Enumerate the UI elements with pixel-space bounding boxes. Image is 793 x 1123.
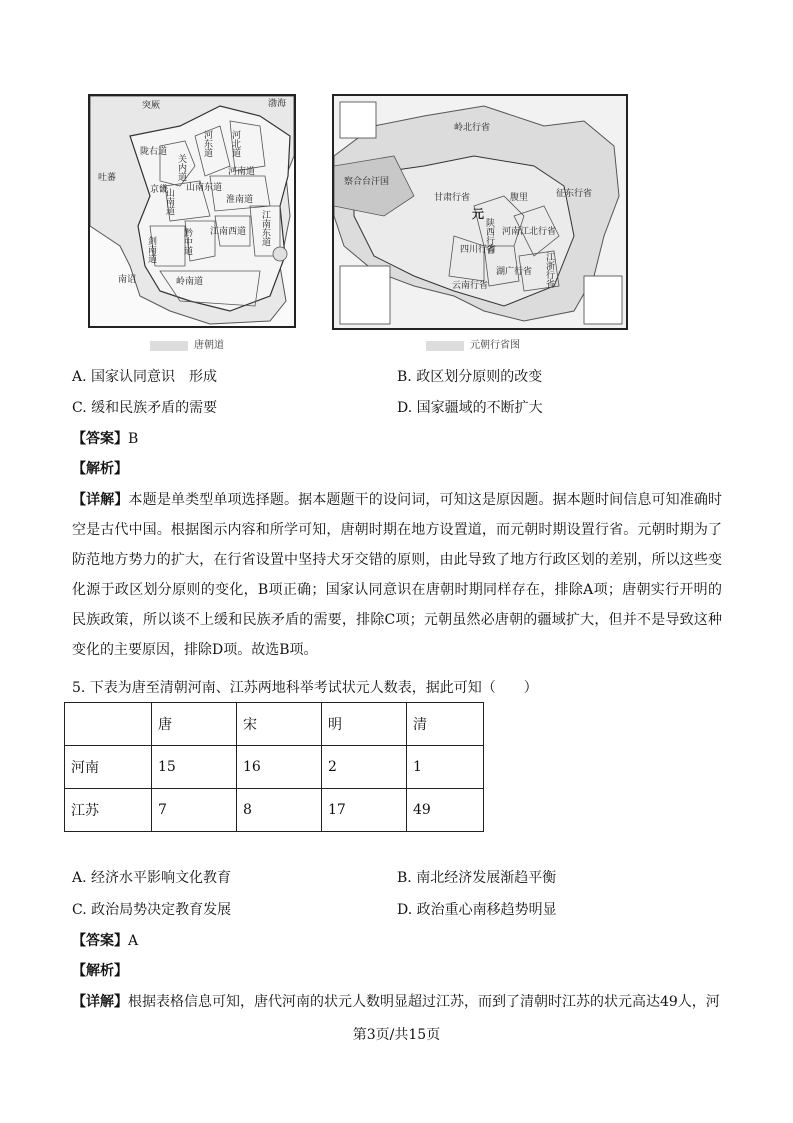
option-letter: C.	[72, 902, 87, 918]
detail-text: 根据表格信息可知，唐代河南的状元人数明显超过江苏，而到了清朝时江苏的状元高达49人，河	[128, 994, 720, 1010]
map-label: 腹里	[510, 193, 529, 203]
detail-label: 【详解】	[72, 994, 128, 1010]
tang-map-caption	[150, 336, 224, 351]
caption-text: 元朝行省图	[470, 340, 520, 351]
table-cell: 15	[152, 746, 237, 789]
answer-label: 【答案】	[72, 431, 128, 447]
map-label: 湖广行省	[496, 267, 533, 277]
map-label: 江南西道	[210, 227, 247, 237]
table-cell: 宋	[237, 703, 322, 746]
q4-option-a[interactable]	[72, 368, 217, 386]
q5-option-b[interactable]	[397, 869, 556, 887]
map-label: 陕西行省	[484, 218, 494, 254]
analysis-label: 【解析】	[72, 963, 128, 979]
map-label: 甘肃行省	[434, 193, 471, 203]
q4-detail	[72, 485, 722, 665]
option-text: 政治局势决定教育发展	[91, 902, 232, 918]
option-letter: C.	[72, 400, 87, 416]
option-text: 经济水平影响文化教育	[91, 870, 232, 886]
table-cell: 唐	[152, 703, 237, 746]
table-cell	[65, 703, 152, 746]
table-cell: 17	[322, 789, 407, 832]
answer-value: B	[128, 431, 139, 447]
table-cell: 江苏	[65, 789, 152, 832]
map-label: 剑南道	[146, 236, 156, 263]
map-label: 河南道	[228, 167, 256, 177]
map-label: 征东行省	[556, 189, 593, 199]
table-cell: 清	[407, 703, 484, 746]
q5-option-c[interactable]	[72, 901, 231, 919]
map-label: 河北道	[230, 130, 240, 157]
map-label: 南诏	[118, 275, 137, 285]
table-cell: 8	[237, 789, 322, 832]
option-letter: D.	[397, 400, 413, 416]
q4-option-d[interactable]	[397, 399, 543, 417]
tang-map	[88, 94, 296, 328]
option-text: 政治重心南移趋势明显	[416, 902, 557, 918]
option-letter: A.	[72, 369, 87, 385]
map-label: 岭南道	[176, 277, 204, 287]
q5-analysis-heading	[72, 962, 128, 980]
table-cell: 1	[407, 746, 484, 789]
map-label: 察合台汗国	[344, 177, 390, 187]
map-label: 山南道	[164, 188, 174, 215]
option-letter: A.	[72, 870, 87, 886]
table-cell: 16	[237, 746, 322, 789]
option-letter: B.	[397, 870, 412, 886]
option-text: 南北经济发展渐趋平衡	[416, 870, 557, 886]
map-label: 云南行省	[452, 281, 489, 291]
table-cell: 河南	[65, 746, 152, 789]
table-row	[65, 789, 484, 832]
q4-option-b[interactable]	[397, 368, 542, 386]
answer-value: A	[128, 933, 139, 949]
map-label: 四川行省	[460, 245, 497, 255]
table-cell: 49	[407, 789, 484, 832]
option-letter: B.	[397, 369, 412, 385]
map-label: 关内道	[176, 154, 186, 181]
detail-label: 【详解】	[72, 492, 129, 508]
map-label: 淮南道	[226, 195, 254, 205]
q5-stem: 5. 下表为唐至清朝河南、江苏两地科举考试状元人数表，据此可知（ ）	[72, 680, 538, 696]
q4-option-c[interactable]	[72, 399, 217, 417]
q5-option-d[interactable]	[397, 901, 557, 919]
table-row	[65, 746, 484, 789]
map-label: 江南东道	[260, 210, 270, 246]
answer-label: 【答案】	[72, 933, 128, 949]
page-footer: 第3页/共15页	[352, 1027, 441, 1043]
analysis-label: 【解析】	[72, 461, 128, 477]
map-label: 元	[472, 207, 485, 221]
map-label: 京畿	[150, 185, 169, 195]
map-label: 突厥	[142, 101, 161, 111]
option-text: 缓和民族矛盾的需要	[91, 400, 218, 416]
option-text: 政区划分原则的改变	[416, 369, 543, 385]
q4-answer	[72, 430, 138, 448]
detail-text: 本题是单类型单项选择题。据本题题干的设问词，可知这是原因题。据本题时间信息可知准确时空是古代中国。根据图示内容和所学可知，唐朝时期在地方设置道，而元朝时期设置行省。元朝时期为了防范地方势力的扩大，在行省设置中坚持犬牙交错的原则，由此导致了地方行政区划的差别，所以这些变化源于政区划分原则的变化，B项正确；国家认同意识在唐朝时期同样存在，排除A项；唐朝实行开明的民族政策，所以谈不上缓和民族矛盾的需要，排除C项；元朝虽然必唐朝的疆域扩大，但并不是导致这种变化的主要原因，排除D项。故选B项。	[72, 492, 723, 658]
caption-text: 唐朝道	[194, 340, 224, 351]
q5-option-a[interactable]	[72, 869, 231, 887]
map-label: 渤海	[268, 99, 287, 109]
q5-answer	[72, 932, 138, 950]
q5-detail	[72, 987, 722, 1017]
map-label: 吐蕃	[98, 173, 117, 183]
map-label: 山南东道	[186, 183, 223, 193]
yuan-map	[332, 94, 628, 330]
option-text: 国家认同意识 形成	[91, 369, 218, 385]
yuan-map-caption	[426, 336, 520, 351]
map-label: 江浙行省	[544, 252, 554, 288]
option-letter: D.	[397, 902, 413, 918]
map-label: 黔中道	[182, 228, 192, 255]
table-cell: 明	[322, 703, 407, 746]
table-cell: 2	[322, 746, 407, 789]
q5-table	[64, 702, 484, 832]
map-label: 陇右道	[140, 147, 168, 157]
map-label: 岭北行省	[454, 123, 491, 133]
blurred-mark	[150, 341, 188, 351]
q4-analysis-heading	[72, 460, 128, 478]
table-cell: 7	[152, 789, 237, 832]
map-label: 河南江北行省	[502, 227, 557, 237]
map-label: 河东道	[202, 130, 212, 157]
blurred-mark	[426, 341, 464, 351]
table-header-row	[65, 703, 484, 746]
option-text: 国家疆域的不断扩大	[416, 400, 543, 416]
